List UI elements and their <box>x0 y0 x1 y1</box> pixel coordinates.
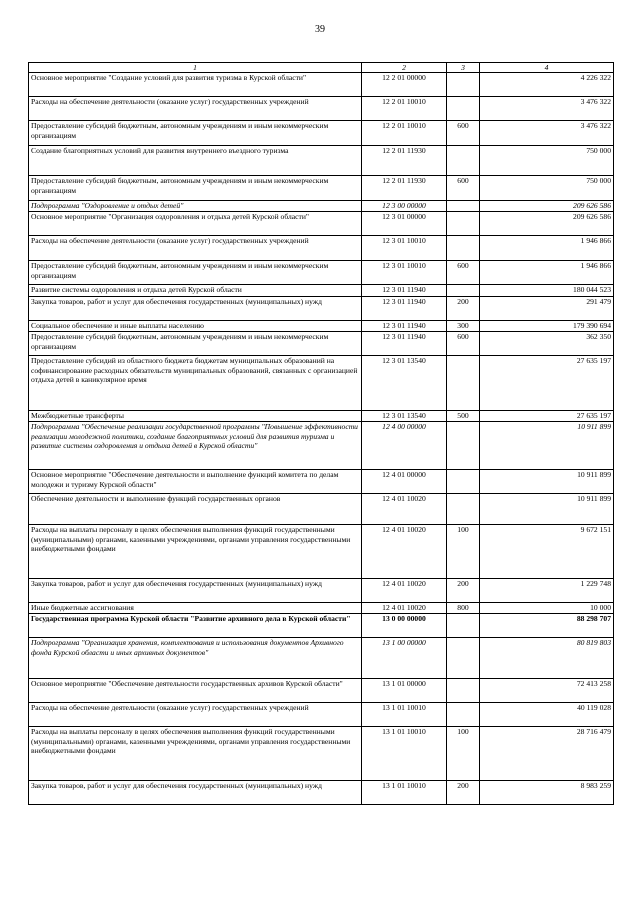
table-row <box>29 494 614 525</box>
table-row <box>29 679 614 703</box>
table-header-row <box>29 63 614 73</box>
table-row <box>29 422 614 470</box>
row-name-cell: Основное мероприятие "Обеспечение деятельности и выполнение функций комитета по делам молодежи и туризму Курской области" <box>29 470 362 494</box>
row-type-cell: 600 <box>447 261 480 285</box>
row-code-cell: 12 3 01 11940 <box>362 321 447 332</box>
row-name-cell: Основное мероприятие "Обеспечение деятельности государственных архивов Курской области" <box>29 679 362 703</box>
row-amount-cell: 750 000 <box>480 146 614 176</box>
table-row <box>29 638 614 679</box>
row-type-cell: 500 <box>447 411 480 422</box>
row-code-cell: 12 4 01 10020 <box>362 494 447 525</box>
table-row <box>29 332 614 356</box>
row-name-cell: Расходы на выплаты персоналу в целях обеспечения выполнения функций государственными (муниципальными) органами, казенными учреждениями, органами управления государственными внебюджетными фондами <box>29 525 362 579</box>
row-amount-cell: 27 635 197 <box>480 411 614 422</box>
table-row <box>29 470 614 494</box>
row-code-cell: 12 3 01 00000 <box>362 212 447 236</box>
row-amount-cell: 3 476 322 <box>480 121 614 146</box>
row-amount-cell: 80 819 803 <box>480 638 614 679</box>
row-code-cell: 12 3 01 11940 <box>362 285 447 297</box>
row-amount-cell: 10 000 <box>480 603 614 614</box>
table-row <box>29 212 614 236</box>
row-name-cell: Государственная программа Курской области "Развитие архивного дела в Курской области" <box>29 614 362 638</box>
row-amount-cell: 8 983 259 <box>480 781 614 805</box>
table-row <box>29 261 614 285</box>
table-row <box>29 236 614 261</box>
row-code-cell: 12 2 01 10010 <box>362 121 447 146</box>
row-type-cell: 100 <box>447 525 480 579</box>
row-name-cell: Подпрограмма "Оздоровление и отдых детей" <box>29 201 362 212</box>
row-amount-cell: 10 911 899 <box>480 422 614 470</box>
row-amount-cell: 40 119 028 <box>480 703 614 727</box>
row-type-cell <box>447 638 480 679</box>
row-type-cell <box>447 494 480 525</box>
row-type-cell <box>447 73 480 97</box>
row-code-cell: 13 1 01 10010 <box>362 703 447 727</box>
row-type-cell <box>447 285 480 297</box>
row-name-cell: Создание благоприятных условий для развития внутреннего въездного туризма <box>29 146 362 176</box>
row-amount-cell: 9 672 151 <box>480 525 614 579</box>
row-code-cell: 12 3 01 13540 <box>362 356 447 411</box>
row-code-cell: 12 4 00 00000 <box>362 422 447 470</box>
table-row <box>29 411 614 422</box>
table-row <box>29 121 614 146</box>
row-name-cell: Социальное обеспечение и иные выплаты населению <box>29 321 362 332</box>
row-amount-cell: 209 626 586 <box>480 201 614 212</box>
table-row <box>29 97 614 121</box>
row-code-cell: 12 4 01 10020 <box>362 525 447 579</box>
table-row <box>29 356 614 411</box>
row-name-cell: Иные бюджетные ассигнования <box>29 603 362 614</box>
row-type-cell <box>447 146 480 176</box>
row-type-cell: 600 <box>447 121 480 146</box>
row-amount-cell: 27 635 197 <box>480 356 614 411</box>
row-type-cell <box>447 703 480 727</box>
row-name-cell: Основное мероприятие "Создание условий для развития туризма в Курской области" <box>29 73 362 97</box>
row-amount-cell: 4 226 322 <box>480 73 614 97</box>
table-row <box>29 297 614 321</box>
row-name-cell: Подпрограмма "Организация хранения, комплектования и использования документов Архивного фонда Курской области и иных архивных документов" <box>29 638 362 679</box>
table-row <box>29 73 614 97</box>
row-type-cell: 100 <box>447 727 480 781</box>
row-type-cell: 200 <box>447 579 480 603</box>
row-code-cell: 12 3 01 10010 <box>362 261 447 285</box>
table-row <box>29 781 614 805</box>
table-row <box>29 579 614 603</box>
row-amount-cell: 1 946 866 <box>480 261 614 285</box>
row-code-cell: 12 3 00 00000 <box>362 201 447 212</box>
row-type-cell: 300 <box>447 321 480 332</box>
table-row <box>29 321 614 332</box>
row-amount-cell: 362 350 <box>480 332 614 356</box>
row-type-cell <box>447 422 480 470</box>
table-row <box>29 201 614 212</box>
row-amount-cell: 291 479 <box>480 297 614 321</box>
header-col-2: 2 <box>362 63 447 73</box>
row-name-cell: Предоставление субсидий бюджетным, автономным учреждениям и иным некоммерческим организациям <box>29 121 362 146</box>
table-row <box>29 525 614 579</box>
row-type-cell <box>447 97 480 121</box>
row-code-cell: 13 1 00 00000 <box>362 638 447 679</box>
header-col-1: 1 <box>29 63 362 73</box>
budget-table <box>28 62 614 805</box>
row-name-cell: Закупка товаров, работ и услуг для обеспечения государственных (муниципальных) нужд <box>29 579 362 603</box>
row-amount-cell: 179 390 694 <box>480 321 614 332</box>
row-name-cell: Обеспечение деятельности и выполнение функций государственных органов <box>29 494 362 525</box>
row-code-cell: 12 2 01 10010 <box>362 97 447 121</box>
table-row <box>29 176 614 201</box>
row-amount-cell: 750 000 <box>480 176 614 201</box>
row-code-cell: 12 2 01 11930 <box>362 146 447 176</box>
header-col-3: 3 <box>447 63 480 73</box>
row-amount-cell: 10 911 899 <box>480 494 614 525</box>
row-code-cell: 12 4 01 00000 <box>362 470 447 494</box>
table-row <box>29 603 614 614</box>
row-amount-cell: 1 946 866 <box>480 236 614 261</box>
row-type-cell: 600 <box>447 176 480 201</box>
row-amount-cell: 1 229 748 <box>480 579 614 603</box>
row-amount-cell: 28 716 479 <box>480 727 614 781</box>
row-type-cell <box>447 470 480 494</box>
row-name-cell: Расходы на обеспечение деятельности (оказание услуг) государственных учреждений <box>29 97 362 121</box>
row-name-cell: Основное мероприятие "Организация оздоровления и отдыха детей Курской области" <box>29 212 362 236</box>
row-name-cell: Межбюджетные трансферты <box>29 411 362 422</box>
table-row <box>29 285 614 297</box>
header-col-4: 4 <box>480 63 614 73</box>
row-type-cell <box>447 201 480 212</box>
row-amount-cell: 180 044 523 <box>480 285 614 297</box>
row-amount-cell: 209 626 586 <box>480 212 614 236</box>
row-name-cell: Предоставление субсидий бюджетным, автономным учреждениям и иным некоммерческим организациям <box>29 176 362 201</box>
row-code-cell: 12 3 01 11940 <box>362 332 447 356</box>
row-type-cell: 800 <box>447 603 480 614</box>
row-code-cell: 13 0 00 00000 <box>362 614 447 638</box>
table-row <box>29 703 614 727</box>
row-code-cell: 13 1 01 10010 <box>362 727 447 781</box>
row-name-cell: Предоставление субсидий бюджетным, автономным учреждениям и иным некоммерческим организациям <box>29 332 362 356</box>
row-type-cell <box>447 212 480 236</box>
row-code-cell: 13 1 01 10010 <box>362 781 447 805</box>
row-amount-cell: 72 413 258 <box>480 679 614 703</box>
row-name-cell: Закупка товаров, работ и услуг для обеспечения государственных (муниципальных) нужд <box>29 297 362 321</box>
row-code-cell: 13 1 01 00000 <box>362 679 447 703</box>
row-name-cell: Расходы на выплаты персоналу в целях обеспечения выполнения функций государственными (муниципальными) органами, казенными учреждениями, органами управления государственными внебюджетными фондами <box>29 727 362 781</box>
row-code-cell: 12 3 01 10010 <box>362 236 447 261</box>
row-name-cell: Предоставление субсидий из областного бюджета бюджетам муниципальных образований на софинансирование расходных обязательств муниципальных образований, связанных с организацией отдыха детей в каникулярное время <box>29 356 362 411</box>
row-name-cell: Подпрограмма "Обеспечение реализации государственной программы "Повышение эффективности реализации молодежной политики, создание благоприятных условий для развития туризма и развитие системы оздоровления и отдыха детей в Курской области" <box>29 422 362 470</box>
row-amount-cell: 10 911 899 <box>480 470 614 494</box>
row-type-cell <box>447 356 480 411</box>
row-name-cell: Предоставление субсидий бюджетным, автономным учреждениям и иным некоммерческим организациям <box>29 261 362 285</box>
row-name-cell: Развитие системы оздоровления и отдыха детей Курской области <box>29 285 362 297</box>
page-number: 39 <box>315 24 325 35</box>
row-name-cell: Закупка товаров, работ и услуг для обеспечения государственных (муниципальных) нужд <box>29 781 362 805</box>
row-amount-cell: 88 298 707 <box>480 614 614 638</box>
row-code-cell: 12 4 01 10020 <box>362 579 447 603</box>
row-amount-cell: 3 476 322 <box>480 97 614 121</box>
row-name-cell: Расходы на обеспечение деятельности (оказание услуг) государственных учреждений <box>29 703 362 727</box>
row-code-cell: 12 3 01 11940 <box>362 297 447 321</box>
row-type-cell: 200 <box>447 297 480 321</box>
row-code-cell: 12 4 01 10020 <box>362 603 447 614</box>
row-name-cell: Расходы на обеспечение деятельности (оказание услуг) государственных учреждений <box>29 236 362 261</box>
row-type-cell: 200 <box>447 781 480 805</box>
row-code-cell: 12 3 01 13540 <box>362 411 447 422</box>
row-type-cell <box>447 236 480 261</box>
row-type-cell <box>447 614 480 638</box>
table-row <box>29 727 614 781</box>
budget-table-body <box>29 63 614 805</box>
row-code-cell: 12 2 01 00000 <box>362 73 447 97</box>
table-row <box>29 614 614 638</box>
row-type-cell <box>447 679 480 703</box>
table-row <box>29 146 614 176</box>
row-code-cell: 12 2 01 11930 <box>362 176 447 201</box>
row-type-cell: 600 <box>447 332 480 356</box>
